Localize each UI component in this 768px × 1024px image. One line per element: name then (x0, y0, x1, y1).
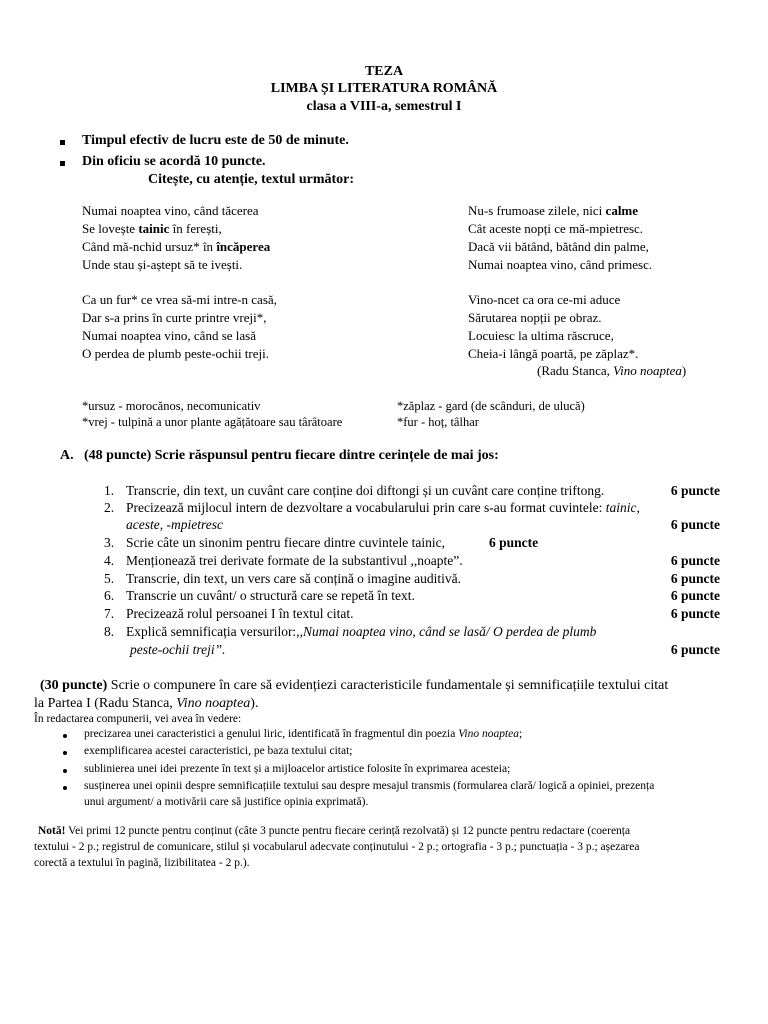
poem-verse: O perdea de plumb peste-ochii treji. (82, 346, 269, 361)
round-bullet-icon (63, 786, 67, 790)
round-bullet-icon (63, 734, 67, 738)
footnote: *zăplaz - gard (de scânduri, de ulucă) (397, 399, 585, 413)
essay-requirement-continued: unui argument/ a motivării care să justifice opinia exprimată). (84, 796, 369, 808)
note-label: Notă! (38, 825, 66, 837)
grading-note-continued: textului - 2 p.; registrul de comunicare, stilul și vocabularul adecvate conținutului - 2 p.; ortografia - 3 p.; punctuația - 3 p.; așezarea (34, 841, 640, 853)
task-number: 1. (104, 483, 115, 498)
task-points: 6 puncte (670, 606, 720, 621)
task-number: 4. (104, 553, 115, 568)
document-subject: LIMBA ȘI LITERATURA ROMÂNĂ (270, 81, 498, 96)
square-bullet-icon (60, 161, 65, 166)
task-number: 5. (104, 571, 115, 586)
poem-attribution: (Radu Stanca, Vino noaptea) (537, 363, 687, 378)
document-title: TEZA (364, 64, 404, 79)
document-class-line: clasa a VIII-a, semestrul I (306, 99, 462, 114)
task-points: 6 puncte (670, 571, 720, 586)
task-number: 8. (104, 624, 115, 639)
task-text-continued: aceste, -mpietresc (126, 517, 223, 532)
task-text: Explică semnificația versurilor:,,Numai noaptea vino, când se lasă/ O perdea de plumb (126, 624, 597, 639)
poem-verse: Vino-ncet ca ora ce-mi aduce (468, 292, 621, 307)
poem-verse: Sărutarea nopții pe obraz. (468, 310, 602, 325)
poem-verse: Cât aceste nopți ce mă-mpietresc. (468, 221, 644, 236)
essay-consider-label: În redactarea compunerii, vei avea în vedere: (34, 713, 242, 725)
task-number: 7. (104, 606, 115, 621)
poem-verse: Dacă vii bătând, bătând din palme, (468, 239, 649, 254)
task-text: Precizează rolul persoanei I în textul citat. (126, 606, 354, 621)
essay-prompt: (30 puncte) Scrie o compunere în care să evidențiezi caracteristicile fundamentale și semnificațiile textului citat (40, 678, 669, 693)
points-instruction: Din oficiu se acordă 10 puncte. (82, 154, 266, 169)
task-text: Transcrie, din text, un vers care să conțină o imagine auditivă. (126, 571, 462, 586)
task-text: Scrie câte un sinonim pentru fiecare dintre cuvintele tainic, (126, 535, 445, 550)
poem-verse: Numai noaptea vino, când primesc. (468, 257, 653, 272)
task-points: 6 puncte (489, 535, 539, 550)
poem-verse: Când mă-nchid ursuz* în încăperea (82, 239, 271, 254)
grading-note: Notă! Vei primi 12 puncte pentru conținut (câte 3 puncte pentru fiecare cerință rezolvată) și 12 puncte pentru redactare (coerența (38, 825, 631, 837)
poem-verse: Unde stau și-aștept să te ivești. (82, 257, 243, 272)
poem-verse: Locuiesc la ultima răscruce, (468, 328, 614, 343)
essay-prompt-continued: la Partea I (Radu Stanca, Vino noaptea). (34, 696, 259, 711)
task-points: 6 puncte (670, 588, 720, 603)
part-a-letter: A. (60, 448, 74, 463)
task-points: 6 puncte (670, 642, 720, 657)
task-text: Transcrie un cuvânt/ o structură care se repetă în text. (126, 588, 415, 603)
part-a-heading: (48 puncte) Scrie răspunsul pentru fiecare dintre cerințele de mai jos: (84, 448, 499, 463)
task-points: 6 puncte (670, 517, 720, 532)
task-number: 6. (104, 588, 115, 603)
task-text: Transcrie, din text, un cuvânt care conține doi diftongi și un cuvânt care conține triftong. (126, 483, 605, 498)
poem-verse: Cheia-i lângă poartă, pe zăplaz*. (468, 346, 639, 361)
poem-keyword: calme (605, 203, 639, 218)
poem-verse: Ca un fur* ce vrea să-mi intre-n casă, (82, 292, 277, 307)
footnote: *fur - hoț, tâlhar (397, 415, 479, 429)
essay-requirement: precizarea unei caracteristici a genului liric, identificată în fragmentul din poezia Vino noaptea; (84, 728, 523, 740)
poem-verse: Nu-s frumoase zilele, nici calme (468, 203, 639, 218)
footnote: *ursuz - morocănos, necomunicativ (82, 399, 261, 413)
task-number: 3. (104, 535, 115, 550)
footnote: *vrej - tulpină a unor plante agățătoare sau târâtoare (82, 415, 343, 429)
task-text: Precizează mijlocul intern de dezvoltare a vocabularului prin care s-au format cuvintele: tainic, (126, 500, 640, 515)
poem-verse: Numai noaptea vino, când tăcerea (82, 203, 259, 218)
round-bullet-icon (63, 751, 67, 755)
poem-keyword: încăperea (216, 239, 271, 254)
essay-requirement: susținerea unei opinii despre semnificațiile textului sau despre mesajul transmis (formularea clară/ logică a opiniei, prezența (84, 780, 655, 792)
poem-keyword: tainic (138, 221, 170, 236)
task-points: 6 puncte (670, 483, 720, 498)
task-points: 6 puncte (670, 553, 720, 568)
essay-requirement: sublinierea unei idei prezente în text și a mijloacelor artistice folosite în exprimarea acesteia; (84, 763, 511, 775)
square-bullet-icon (60, 140, 65, 145)
essay-requirement: exemplificarea acestei caracteristici, pe baza textului citat; (84, 745, 353, 757)
task-number: 2. (104, 500, 115, 515)
essay-points: (30 puncte) (40, 678, 108, 693)
poem-verse: Numai noaptea vino, când se lasă (82, 328, 256, 343)
time-instruction: Timpul efectiv de lucru este de 50 de minute. (82, 133, 349, 148)
poem-verse: Se lovește tainic în ferești, (82, 221, 222, 236)
round-bullet-icon (63, 769, 67, 773)
poem-verse: Dar s-a prins în curte printre vreji*, (82, 310, 267, 325)
read-instruction: Citește, cu atenție, textul următor: (148, 172, 355, 187)
grading-note-continued: corectă a textului în pagină, lizibilitatea - 2 p.). (34, 857, 250, 869)
task-text: Menționează trei derivate formate de la substantivul ,,noapte”. (126, 553, 463, 568)
task-text-continued: peste-ochii treji”. (130, 642, 226, 657)
